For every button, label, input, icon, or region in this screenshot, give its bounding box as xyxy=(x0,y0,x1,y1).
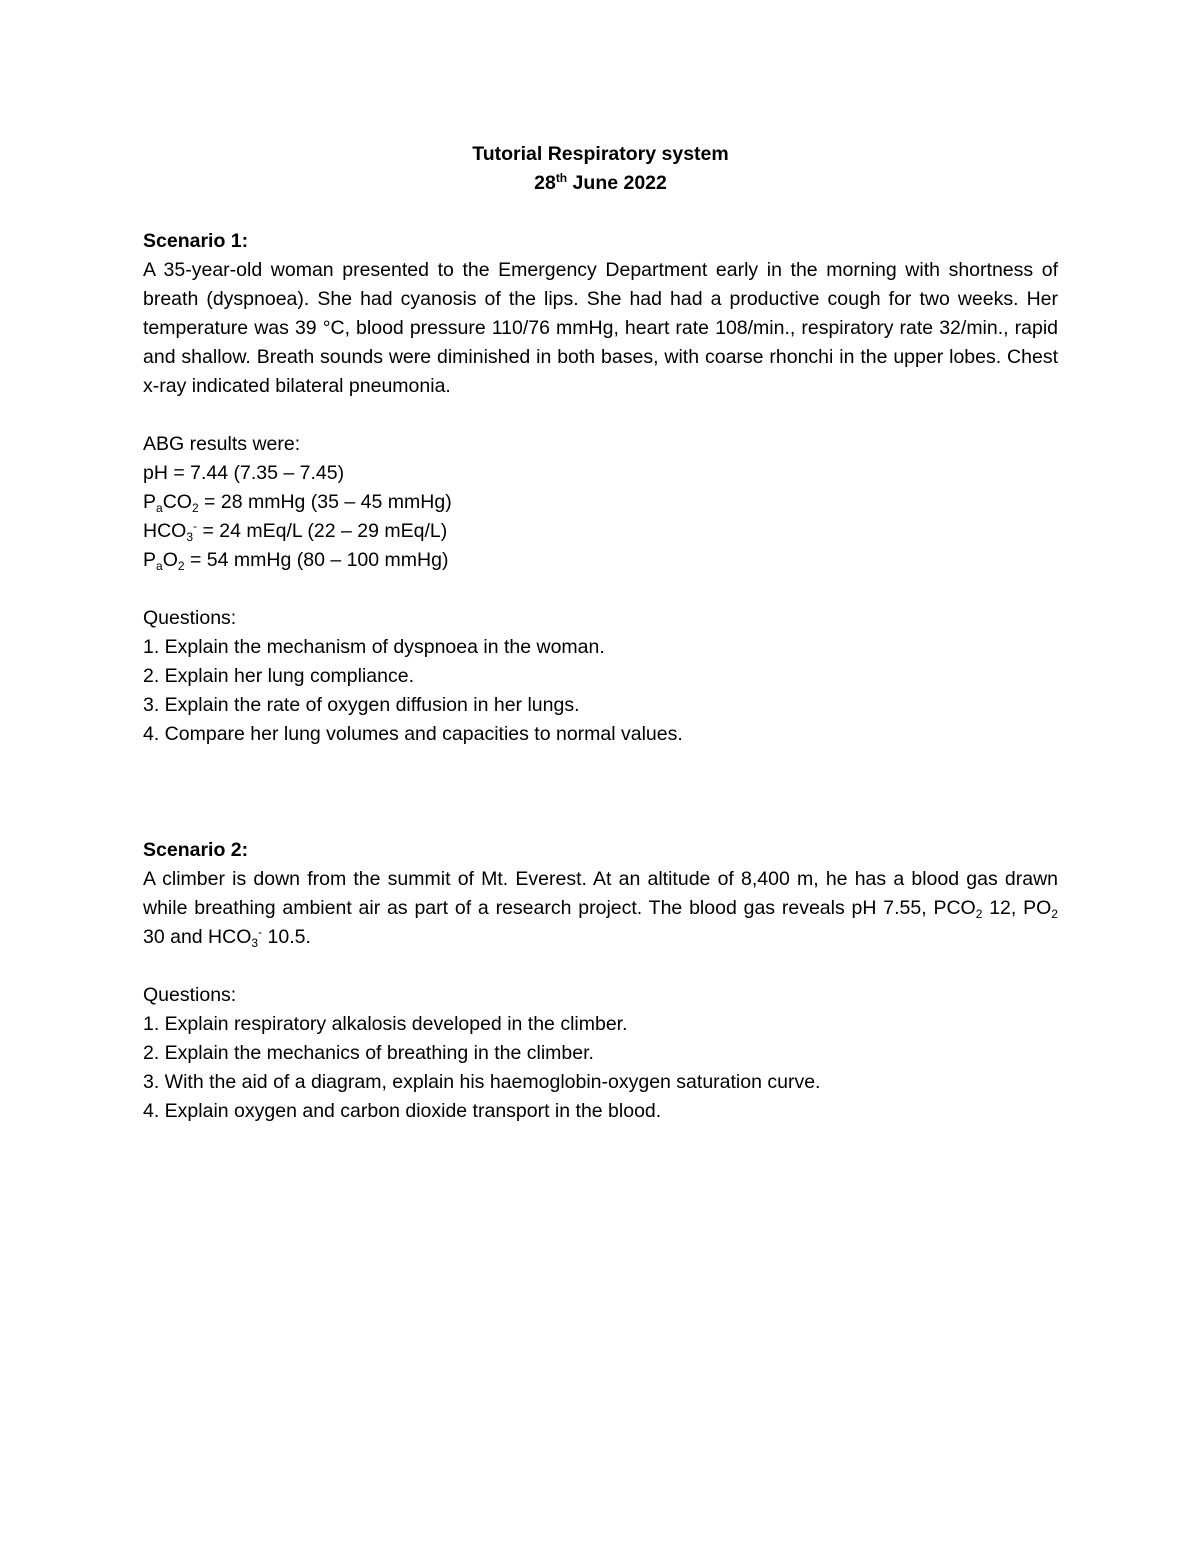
scenario-1-paragraph: A 35-year-old woman presented to the Emergency Department early in the morning with shortness of breath (dyspnoea). She had cyanosis of the lips. She had had a productive cough for two weeks. Her temperature was 39 °C, blood pressure 110/76 mmHg, heart rate 108/min., respiratory rate 32/min., rapid and shallow. Breath sounds were diminished in both bases, with coarse rhonchi in the upper lobes. Chest x-ray indicated bilateral pneumonia. xyxy=(143,259,1058,397)
abg-hco3 xyxy=(143,517,1058,546)
scenario-2-questions-heading: Questions: xyxy=(143,984,237,1006)
scenario-2-questions-list xyxy=(143,1010,1058,1126)
scenario-1-questions-heading: Questions: xyxy=(143,607,237,629)
abg-paco2-sub-2: 2 xyxy=(191,501,199,515)
abg-pao2-sub-2: 2 xyxy=(177,559,185,573)
abg-hco3-sup: - xyxy=(193,519,198,533)
scenario-1-questions-list xyxy=(143,633,1058,749)
abg-paco2-p: P xyxy=(143,491,157,513)
spacer xyxy=(143,952,1058,981)
question-item: 3. With the aid of a diagram, explain his haemoglobin-oxygen saturation curve. xyxy=(143,1071,821,1093)
date-day: 28 xyxy=(534,172,556,194)
scenario-2-sub-2: 2 xyxy=(1051,907,1058,921)
abg-hco3-hco: HCO xyxy=(143,520,187,542)
document-title: Tutorial Respiratory system xyxy=(472,143,729,165)
abg-pao2-sub-a: a xyxy=(156,559,163,573)
question-item: 4. Compare her lung volumes and capacities to normal values. xyxy=(143,723,683,745)
scenario-2-text-4: 10.5. xyxy=(262,926,311,948)
abg-intro: ABG results were: xyxy=(143,433,301,455)
question-item: 1. Explain respiratory alkalosis developed in the climber. xyxy=(143,1013,628,1035)
scenario-2-text-3: 30 and HCO xyxy=(143,926,252,948)
abg-pao2-value: = 54 mmHg (80 – 100 mmHg) xyxy=(184,549,449,571)
spacer xyxy=(143,401,1058,430)
spacer xyxy=(143,749,1058,836)
scenario-1-section xyxy=(143,227,1058,749)
abg-hco3-sub: 3 xyxy=(186,530,194,544)
scenario-2-section xyxy=(143,836,1058,1126)
title-block xyxy=(143,140,1058,198)
abg-paco2-value: = 28 mmHg (35 – 45 mmHg) xyxy=(198,491,452,513)
date-rest: June 2022 xyxy=(567,172,667,194)
abg-hco3-value: = 24 mEq/L (22 – 29 mEq/L) xyxy=(197,520,448,542)
document-date xyxy=(143,169,1058,198)
scenario-2-sub-1: 2 xyxy=(975,907,983,921)
scenario-2-sup-3: - xyxy=(258,925,263,939)
question-item: 4. Explain oxygen and carbon dioxide transport in the blood. xyxy=(143,1100,662,1122)
question-item: 3. Explain the rate of oxygen diffusion in her lungs. xyxy=(143,694,580,716)
scenario-1-heading: Scenario 1: xyxy=(143,230,249,252)
abg-paco2-sub-a: a xyxy=(156,501,163,515)
date-suffix: th xyxy=(555,171,568,185)
abg-paco2 xyxy=(143,488,1058,517)
abg-ph: pH = 7.44 (7.35 – 7.45) xyxy=(143,462,345,484)
scenario-2-heading: Scenario 2: xyxy=(143,839,249,861)
document-content xyxy=(143,140,1058,1126)
scenario-2-text-1: A climber is down from the summit of Mt. Everest. At an altitude of 8,400 m, he has a blood gas drawn while breathing ambient air as part of a research project. The blood gas reveals pH 7.55, PCO xyxy=(143,868,1058,919)
abg-pao2-p: P xyxy=(143,549,157,571)
abg-pao2 xyxy=(143,546,1058,575)
scenario-2-sub-3: 3 xyxy=(251,936,259,950)
scenario-2-text-2: 12, PO xyxy=(982,897,1052,919)
question-item: 2. Explain the mechanics of breathing in the climber. xyxy=(143,1042,594,1064)
question-item: 1. Explain the mechanism of dyspnoea in the woman. xyxy=(143,636,605,658)
scenario-2-paragraph xyxy=(143,865,1058,952)
question-item: 2. Explain her lung compliance. xyxy=(143,665,414,687)
abg-paco2-co: CO xyxy=(162,491,192,513)
abg-pao2-o: O xyxy=(162,549,178,571)
spacer xyxy=(143,575,1058,604)
